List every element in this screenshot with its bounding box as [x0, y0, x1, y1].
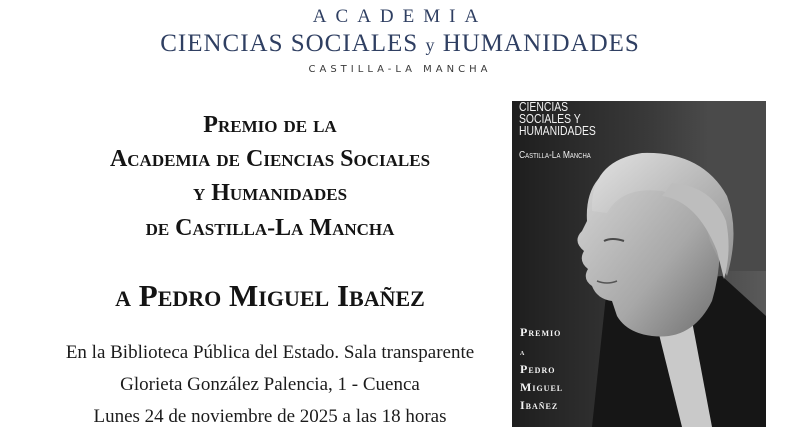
cover-subtitle: Castilla-La Mancha — [519, 150, 591, 161]
header-ciencias-sociales: CIENCIAS SOCIALES — [160, 30, 419, 57]
award-line-4: de Castilla-La Mancha — [145, 215, 395, 241]
cover-name-miguel: Miguel — [520, 380, 564, 394]
header-academia: ACADEMIA — [312, 6, 488, 27]
cover-title-line-3: HUMANIDADES — [519, 123, 596, 138]
cover-premio: Premio — [520, 325, 562, 339]
event-datetime: Lunes 24 de noviembre de 2025 a las 18 horas — [93, 406, 447, 427]
header-castilla-la-mancha: CASTILLA-LA MANCHA — [308, 64, 492, 75]
header-ciencias-humanidades — [0, 30, 800, 58]
cover-title-line-2: SOCIALES Y — [519, 111, 581, 126]
award-line-1: Premio de la — [203, 112, 337, 138]
event-address: Glorieta González Palencia, 1 - Cuenca — [120, 374, 420, 395]
header-y: y — [425, 35, 436, 55]
cover-name-ibanez: Ibañez — [520, 398, 559, 412]
cover-name-pedro: Pedro — [520, 362, 556, 376]
award-line-3: y Humanidades — [192, 180, 348, 206]
book-cover — [512, 101, 766, 427]
header-humanidades: HUMANIDADES — [442, 30, 640, 57]
recipient-name: a Pedro Miguel Ibañez — [115, 278, 425, 313]
cover-title — [519, 101, 711, 137]
award-line-2: Academia de Ciencias Sociales — [109, 146, 431, 172]
cover-a: a — [520, 348, 525, 357]
event-venue: En la Biblioteca Pública del Estado. Sala transparente — [65, 342, 475, 363]
cover-title-line-1: CIENCIAS — [519, 101, 569, 114]
